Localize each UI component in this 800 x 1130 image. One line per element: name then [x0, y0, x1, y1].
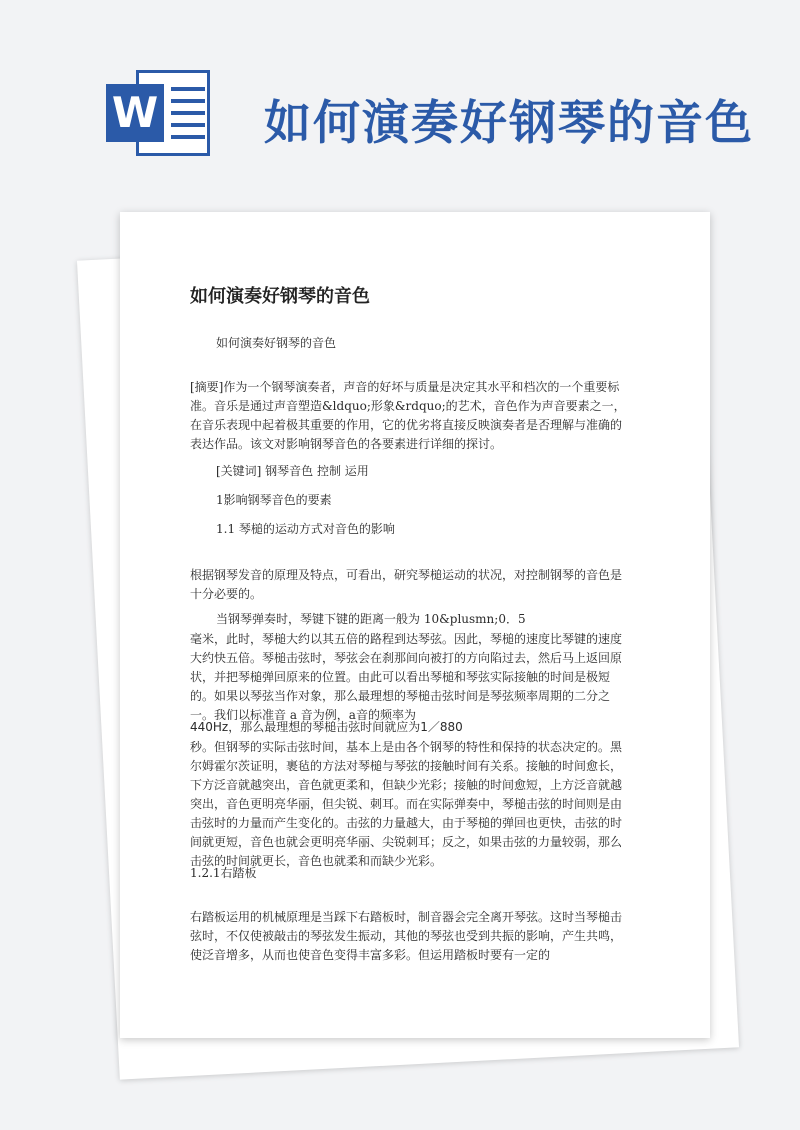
- paragraph-2-first-line: 当钢琴弹奏时，琴键下键的距离一般为 10&plusmn;0．5: [216, 612, 526, 626]
- paragraph-2-frequency: 440Hz，那么最理想的琴槌击弦时间就应为1／880: [190, 720, 463, 734]
- text-line: [171, 99, 205, 103]
- banner: [0, 0, 800, 200]
- word-letter-badge: W: [106, 84, 164, 142]
- section-heading-1: 1影响钢琴音色的要素: [216, 493, 332, 507]
- paragraph-2-body: 毫米，此时，琴槌大约以其五倍的路程到达琴弦。因此，琴槌的速度比琴键的速度大约快五倍。琴槌击弦时，琴弦会在刹那间向被打的方向陷过去，然后马上返回原状，并把琴槌弹回原来的位置。由此可以看出琴槌和琴弦实际接触的时间是极短的。如果以琴弦当作对象，那么最理想的琴槌击弦时间是琴弦频率周期的二分之一。我们以标准音 a 音为例，a音的频率为: [190, 632, 623, 722]
- abstract-paragraph: [摘要]作为一个钢琴演奏者，声音的好坏与质量是决定其水平和档次的一个重要标准。音乐是通过声音塑造&ldquo;形象&rdquo;的艺术，音色作为声音要素之一，在音乐表现中起着极其重要的作用，它的优劣将直接反映演奏者是否理解与准确的表达作品。该文对影响钢琴音色的各要素进行详细的探讨。: [190, 380, 626, 451]
- paragraph-1: 根据钢琴发音的原理及特点，可看出，研究琴槌运动的状况，对控制钢琴的音色是十分必要的。: [190, 568, 623, 601]
- document-title: 如何演奏好钢琴的音色: [190, 286, 370, 307]
- paragraph-2-continued: 秒。但钢琴的实际击弦时间，基本上是由各个钢琴的特性和保持的状态决定的。黑尔姆霍尔茨证明，裹毡的方法对琴槌与琴弦的接触时间有关系。接触的时间愈长，下方泛音就越突出，音色就更柔和，但缺少光彩；接触的时间愈短，上方泛音就越突出，音色更明亮华丽，但尖锐、刺耳。而在实际弹奏中，琴槌击弦的时间则是由击弦时的力量而产生变化的。击弦的力量越大，由于琴槌的弹回也更快，击弦的时间就更短，音色也就会更明亮华丽、尖锐刺耳；反之，如果击弦的力量较弱，那么击弦的时间就更长，音色也就柔和而缺少光彩。: [190, 740, 623, 868]
- paragraph-3: 右踏板运用的机械原理是当踩下右踏板时，制音器会完全离开琴弦。这时当琴槌击弦时，不仅使被敲击的琴弦发生振动，其他的琴弦也受到共振的影响，产生共鸣，使泛音增多，从而也使音色变得丰富多彩。但运用踏板时要有一定的: [190, 910, 623, 962]
- banner-title: 如何演奏好钢琴的音色: [264, 96, 754, 151]
- keywords: [关键词] 钢琴音色 控制 运用: [216, 464, 369, 478]
- document-subtitle: 如何演奏好钢琴的音色: [216, 336, 337, 350]
- text-line: [171, 123, 205, 127]
- section-heading-1-2-1: 1.2.1右踏板: [190, 866, 257, 880]
- text-line: [171, 135, 205, 139]
- section-heading-1-1: 1.1 琴槌的运动方式对音色的影响: [216, 522, 395, 536]
- document-page: [120, 212, 710, 1038]
- word-document-icon: [106, 70, 214, 156]
- text-line: [171, 111, 205, 115]
- text-line: [171, 87, 205, 91]
